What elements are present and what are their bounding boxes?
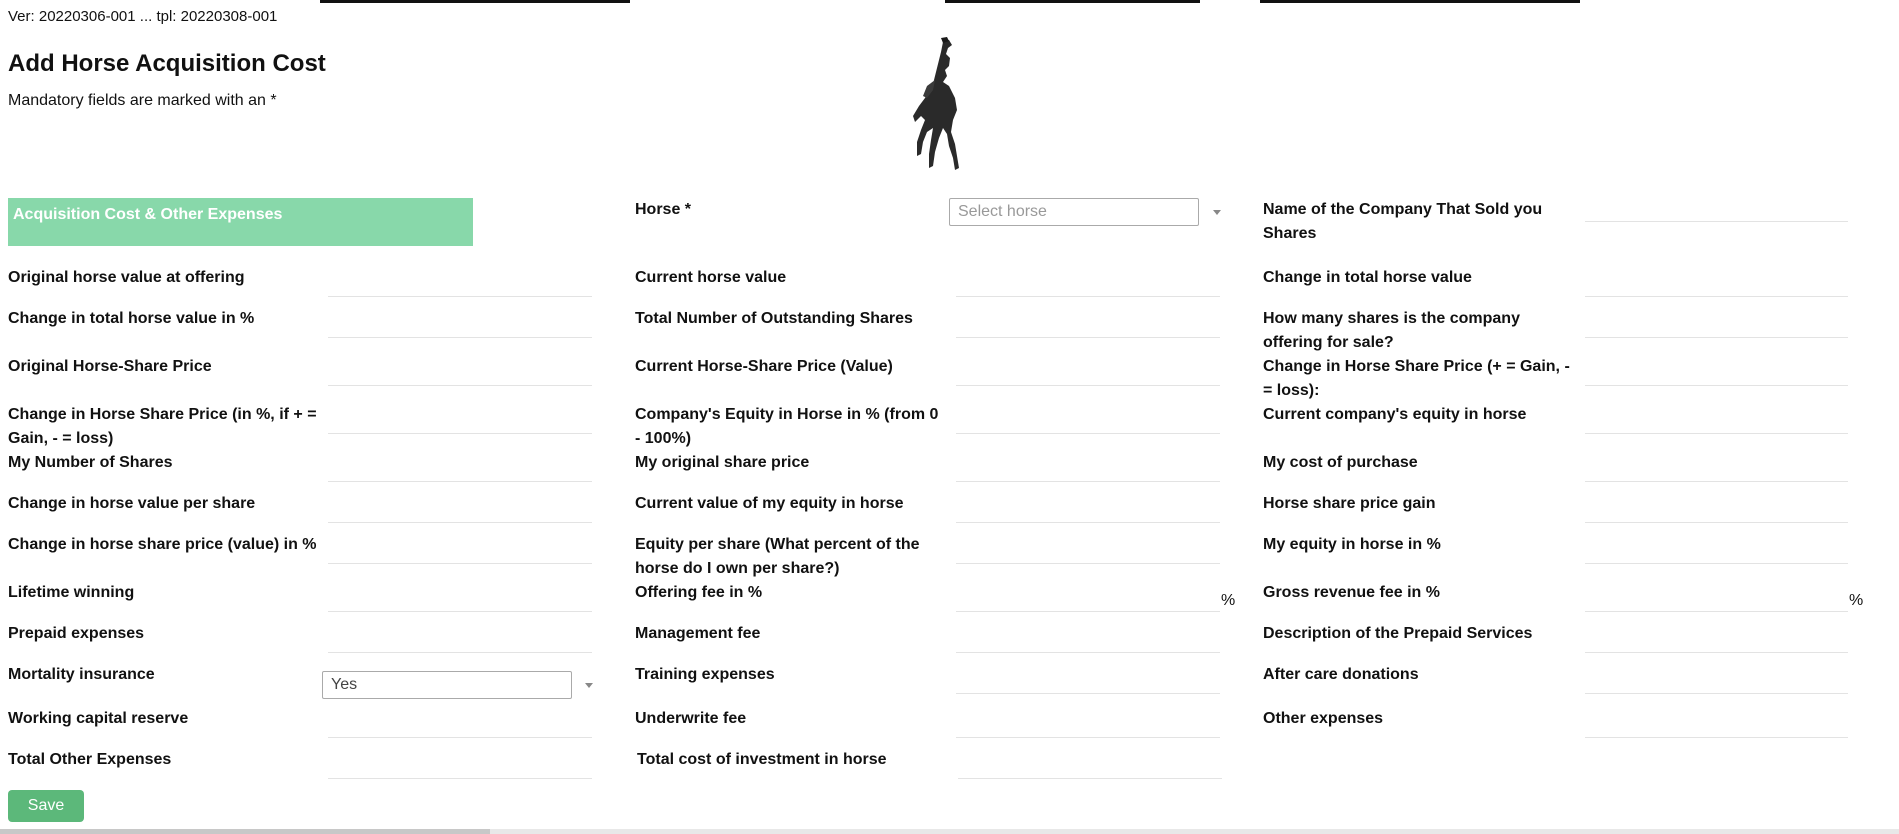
underwrite-fee-label: Underwrite fee — [635, 710, 747, 727]
my-equity-pct-label: My equity in horse in % — [1263, 536, 1441, 553]
version-text: Ver: 20220306-001 ... tpl: 20220308-001 — [8, 8, 278, 25]
horse-label: Horse * — [635, 201, 692, 218]
lifetime-winning-label: Lifetime winning — [8, 584, 135, 601]
horse-rider-logo-icon — [905, 36, 975, 176]
change-total-horse-value-pct-input[interactable] — [328, 312, 592, 338]
horse-select[interactable]: Select horse — [949, 198, 1199, 226]
share-price-gain-input[interactable] — [1585, 497, 1848, 523]
change-share-price-input[interactable] — [1585, 360, 1848, 386]
current-value-my-equity-label: Current value of my equity in horse — [635, 495, 904, 512]
equity-per-share-input[interactable] — [956, 538, 1220, 564]
underwrite-fee-input[interactable] — [956, 712, 1220, 738]
training-expenses-label: Training expenses — [635, 666, 775, 683]
current-company-equity-label: Current company's equity in horse — [1263, 406, 1527, 423]
current-horse-value-input[interactable] — [956, 271, 1220, 297]
top-stripe — [0, 0, 1899, 3]
current-share-price-input[interactable] — [956, 360, 1220, 386]
change-share-price-pct-label: Change in Horse Share Price (in %, if + = Gain, - = loss) — [8, 406, 317, 447]
shares-offered-input[interactable] — [1585, 312, 1848, 338]
original-horse-value-label: Original horse value at offering — [8, 269, 245, 286]
working-capital-reserve-label: Working capital reserve — [8, 710, 189, 727]
total-other-expenses-label: Total Other Expenses — [8, 751, 172, 768]
change-share-price-pct-input[interactable] — [328, 408, 592, 434]
gross-revenue-fee-pct-suffix: % — [1849, 592, 1864, 609]
company-equity-pct-label: Company's Equity in Horse in % (from 0 - 100%) — [635, 406, 939, 447]
company-equity-pct-input[interactable] — [956, 408, 1220, 434]
current-horse-value-label: Current horse value — [635, 269, 787, 286]
current-company-equity-input[interactable] — [1585, 408, 1848, 434]
other-expenses-input[interactable] — [1585, 712, 1848, 738]
after-care-donations-label: After care donations — [1263, 666, 1419, 683]
total-other-expenses-input[interactable] — [328, 753, 592, 779]
my-cost-of-purchase-label: My cost of purchase — [1263, 454, 1418, 471]
page-title: Add Horse Acquisition Cost — [8, 50, 326, 77]
horizontal-scrollbar[interactable] — [0, 829, 1899, 834]
change-share-price-value-pct-label: Change in horse share price (value) in % — [8, 536, 317, 553]
original-share-price-input[interactable] — [328, 360, 592, 386]
prepaid-services-description-label: Description of the Prepaid Services — [1263, 625, 1533, 642]
total-outstanding-shares-input[interactable] — [956, 312, 1220, 338]
current-value-my-equity-input[interactable] — [956, 497, 1220, 523]
mortality-insurance-label: Mortality insurance — [8, 666, 155, 683]
my-cost-of-purchase-input[interactable] — [1585, 456, 1848, 482]
my-equity-pct-input[interactable] — [1585, 538, 1848, 564]
stripe-segment — [945, 0, 1200, 3]
company-sold-shares-input[interactable] — [1585, 196, 1848, 222]
my-number-of-shares-label: My Number of Shares — [8, 454, 173, 471]
company-sold-shares-label: Name of the Company That Sold you Shares — [1263, 201, 1543, 242]
page-header — [0, 28, 1880, 178]
change-value-per-share-label: Change in horse value per share — [8, 495, 256, 512]
change-share-price-value-pct-input[interactable] — [328, 538, 592, 564]
mandatory-note: Mandatory fields are marked with an * — [8, 92, 277, 109]
mortality-insurance-select[interactable]: Yes — [322, 671, 572, 699]
offering-fee-pct-input[interactable] — [956, 586, 1220, 612]
gross-revenue-fee-pct-input[interactable] — [1585, 586, 1848, 612]
my-number-of-shares-input[interactable] — [328, 456, 592, 482]
lifetime-winning-input[interactable] — [328, 586, 592, 612]
offering-fee-pct-label: Offering fee in % — [635, 584, 763, 601]
save-button[interactable]: Save — [8, 790, 84, 822]
prepaid-expenses-label: Prepaid expenses — [8, 625, 145, 642]
offering-fee-pct-suffix: % — [1221, 592, 1236, 609]
working-capital-reserve-input[interactable] — [328, 712, 592, 738]
total-outstanding-shares-label: Total Number of Outstanding Shares — [635, 310, 913, 327]
current-share-price-label: Current Horse-Share Price (Value) — [635, 358, 893, 375]
change-value-per-share-input[interactable] — [328, 497, 592, 523]
equity-per-share-label: Equity per share (What percent of the horse do I own per share?) — [635, 536, 920, 577]
stripe-segment — [1260, 0, 1580, 3]
total-cost-investment-label: Total cost of investment in horse — [637, 751, 887, 768]
change-total-horse-value-input[interactable] — [1585, 271, 1848, 297]
change-total-horse-value-label: Change in total horse value — [1263, 269, 1472, 286]
training-expenses-input[interactable] — [956, 668, 1220, 694]
management-fee-input[interactable] — [956, 627, 1220, 653]
total-cost-investment-input[interactable] — [958, 753, 1222, 779]
change-share-price-label: Change in Horse Share Price (+ = Gain, - = loss): — [1263, 358, 1570, 399]
prepaid-expenses-input[interactable] — [328, 627, 592, 653]
original-horse-value-input[interactable] — [328, 271, 592, 297]
management-fee-label: Management fee — [635, 625, 761, 642]
share-price-gain-label: Horse share price gain — [1263, 495, 1436, 512]
gross-revenue-fee-pct-label: Gross revenue fee in % — [1263, 584, 1440, 601]
chevron-down-icon — [1213, 210, 1221, 215]
change-total-horse-value-pct-label: Change in total horse value in % — [8, 310, 255, 327]
stripe-segment — [320, 0, 630, 3]
prepaid-services-description-input[interactable] — [1585, 627, 1848, 653]
after-care-donations-input[interactable] — [1585, 668, 1848, 694]
other-expenses-label: Other expenses — [1263, 710, 1384, 727]
my-original-share-price-input[interactable] — [956, 456, 1220, 482]
scrollbar-thumb[interactable] — [0, 829, 490, 834]
chevron-down-icon — [585, 683, 593, 688]
my-original-share-price-label: My original share price — [635, 454, 810, 471]
original-share-price-label: Original Horse-Share Price — [8, 358, 212, 375]
shares-offered-label: How many shares is the company offering for sale? — [1263, 310, 1520, 351]
section-banner: Acquisition Cost & Other Expenses — [8, 198, 473, 246]
